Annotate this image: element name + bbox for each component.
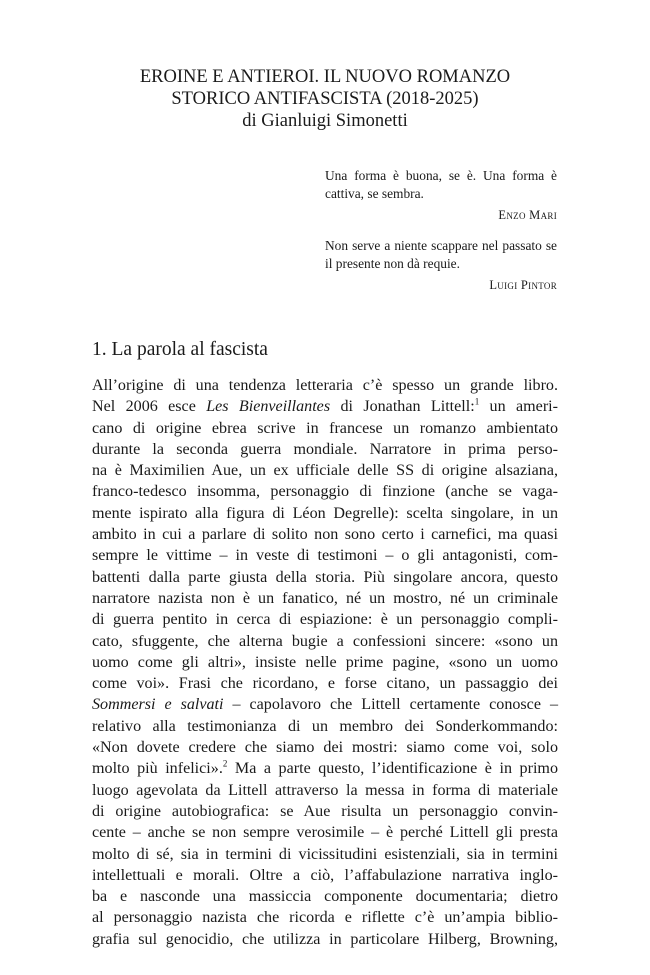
text-run: cato, sfuggente, che alterna bugie a confessioni sincere: «sono un <box>92 632 558 650</box>
text-line <box>92 418 558 439</box>
text-line <box>92 758 558 779</box>
epigraph-1 <box>325 167 557 224</box>
italic-title: Les Bienveillantes <box>206 398 331 416</box>
text-run: – capolavoro che Littell certamente conosce – <box>223 696 558 714</box>
epigraph-text: Non serve a niente scappare nel passato se il presente non dà requie. <box>325 238 557 271</box>
text-line <box>92 780 558 801</box>
text-line <box>92 396 558 417</box>
text-line <box>92 716 558 737</box>
text-line <box>92 929 558 950</box>
text-run: sempre le vittime – in veste di testimoni – o gli antagonisti, com- <box>92 547 558 565</box>
text-line <box>92 907 558 928</box>
text-run: battenti dalla parte giusta della storia. Più singolare ancora, questo <box>92 568 558 586</box>
text-run: narratore nazista non è un fanatico, né un mostro, né un criminale <box>92 589 558 607</box>
text-run: intellettuali e morali. Oltre a ciò, l’affabulazione narrativa inglo- <box>92 866 558 884</box>
epigraph-2 <box>325 237 557 294</box>
text-line <box>92 737 558 758</box>
text-run: na è Maximilien Aue, un ex ufficiale delle SS di origine alsaziana, <box>92 462 558 480</box>
text-line <box>92 545 558 566</box>
text-run: franco-tedesco insomma, personaggio di finzione (anche se vaga- <box>92 483 558 501</box>
text-run: cano di origine ebrea scrive in francese un romanzo ambientato <box>92 419 558 437</box>
text-line <box>92 844 558 865</box>
text-run: cente – anche se non sempre verosimile – è perché Littell gli presta <box>92 824 558 842</box>
title-line-1: EROINE E ANTIEROI. IL NUOVO ROMANZO <box>139 67 511 87</box>
text-line <box>92 822 558 843</box>
text-line <box>92 886 558 907</box>
text-run: molto più infelici». <box>92 760 223 778</box>
text-run: relativo alla testimonianza di un membro dei Sonderkommando: <box>92 717 558 735</box>
text-run: Ma a parte questo, l’identificazione è in primo <box>227 760 558 778</box>
text-run: grafia sul genocidio, che utilizza in particolare Hilberg, Browning, <box>92 930 558 948</box>
text-line <box>92 439 558 460</box>
text-line <box>92 652 558 673</box>
article-title <box>0 66 650 132</box>
text-run: All’origine di una tendenza letteraria c’è spesso un grande libro. <box>92 377 558 394</box>
text-run: di guerra pentito in cerca di espiazione: è un personaggio compli- <box>92 611 558 629</box>
body-paragraph <box>92 375 558 950</box>
text-line <box>92 524 558 545</box>
epigraph-author: Luigi Pintor <box>489 278 557 292</box>
text-run: di origine autobiografica: se Aue risulta un personaggio convin- <box>92 802 558 820</box>
title-line-2: STORICO ANTIFASCISTA (2018-2025) <box>171 89 479 109</box>
epigraph-author: Enzo Mari <box>498 208 557 222</box>
text-line <box>92 503 558 524</box>
text-run: molto di sé, sia in termini di vicissitudini esistenziali, sia in termini <box>92 845 558 863</box>
text-run: luogo agevolata da Littell attraverso la messa in forma di materiale <box>92 781 558 799</box>
footnote-marker: 2 <box>222 758 228 769</box>
text-line <box>92 865 558 886</box>
text-line <box>92 694 558 715</box>
text-line <box>92 375 558 396</box>
author-byline: di Gianluigi Simonetti <box>242 111 408 131</box>
text-run: un ameri- <box>479 398 559 416</box>
text-line <box>92 609 558 630</box>
text-run: uomo come gli altri», insiste nelle prime pagine, «sono un uomo <box>92 653 558 671</box>
text-line <box>92 673 558 694</box>
text-line <box>92 567 558 588</box>
text-line <box>92 588 558 609</box>
footnote-marker: 1 <box>474 396 480 407</box>
text-line <box>92 801 558 822</box>
italic-title: Sommersi e salvati <box>92 696 224 714</box>
text-run: mente ispirato alla figura di Léon Degrelle): scelta singolare, in un <box>92 504 558 522</box>
section-heading: 1. La parola al fascista <box>92 339 268 360</box>
text-run: ambito in cui a parlare di solito non sono certo i carnefici, ma quasi <box>92 526 558 544</box>
text-run: come voi». Frasi che ricordano, e forse citano, un passaggio dei <box>92 675 558 693</box>
text-line <box>92 481 558 502</box>
epigraph-text: Una forma è buona, se è. Una forma è cattiva, se sembra. <box>325 168 557 201</box>
text-run: ba e nasconde una massiccia componente documentaria; dietro <box>92 888 558 906</box>
text-run: Nel 2006 esce <box>92 398 207 416</box>
text-line <box>92 631 558 652</box>
text-run: al personaggio nazista che ricorda e riflette c’è un’ampia biblio- <box>92 909 558 927</box>
text-run: durante la seconda guerra mondiale. Narratore in prima perso- <box>92 440 558 458</box>
text-run: «Non dovete credere che siamo dei mostri: siamo come voi, solo <box>92 739 558 757</box>
text-line <box>92 460 558 481</box>
text-run: di Jonathan Littell: <box>330 398 475 416</box>
